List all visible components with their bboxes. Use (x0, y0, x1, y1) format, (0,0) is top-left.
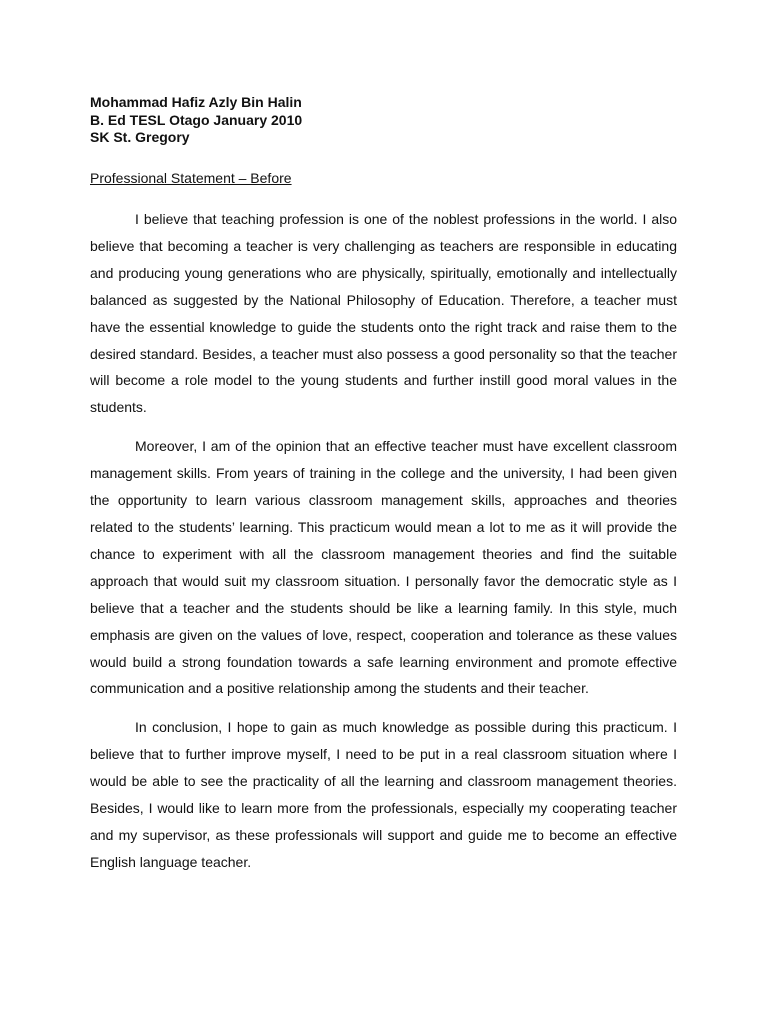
paragraph: Moreover, I am of the opinion that an effective teacher must have excellent classroom management skills. From years of training in the college and the university, I had been given the opportunity to learn various classroom management skills, approaches and theories related to the students’ learning. This practicum would mean a lot to me as it will provide the chance to experiment with all the classroom management theories and find the suitable approach that would suit my classroom situation. I personally favor the democratic style as I believe that a teacher and the students should be like a learning family. In this style, much emphasis are given on the values of love, respect, cooperation and tolerance as these values would build a strong foundation towards a safe learning environment and promote effective communication and a positive relationship among the students and their teacher. (90, 438, 677, 697)
statement-body (90, 206, 677, 888)
section-title: Professional Statement – Before (90, 170, 292, 186)
paragraph: In conclusion, I hope to gain as much knowledge as possible during this practicum. I believe that to further improve myself, I need to be put in a real classroom situation where I would be able to see the practicality of all the learning and classroom management theories. Besides, I would like to learn more from the professionals, especially my cooperating teacher and my supervisor, as these professionals will support and guide me to become an effective English language teacher. (90, 719, 677, 870)
author-header (90, 94, 690, 147)
author-name: Mohammad Hafiz Azly Bin Halin (90, 94, 302, 110)
paragraph: I believe that teaching profession is one of the noblest professions in the world. I also believe that becoming a teacher is very challenging as teachers are responsible in educating and producing young generations who are physically, spiritually, emotionally and intellectually balanced as suggested by the National Philosophy of Education. Therefore, a teacher must have the essential knowledge to guide the students onto the right track and raise them to the desired standard. Besides, a teacher must also possess a good personality so that the teacher will become a role model to the young students and further instill good moral values in the students. (90, 211, 677, 416)
program-line: B. Ed TESL Otago January 2010 (90, 111, 303, 128)
school-line: SK St. Gregory (90, 129, 190, 145)
